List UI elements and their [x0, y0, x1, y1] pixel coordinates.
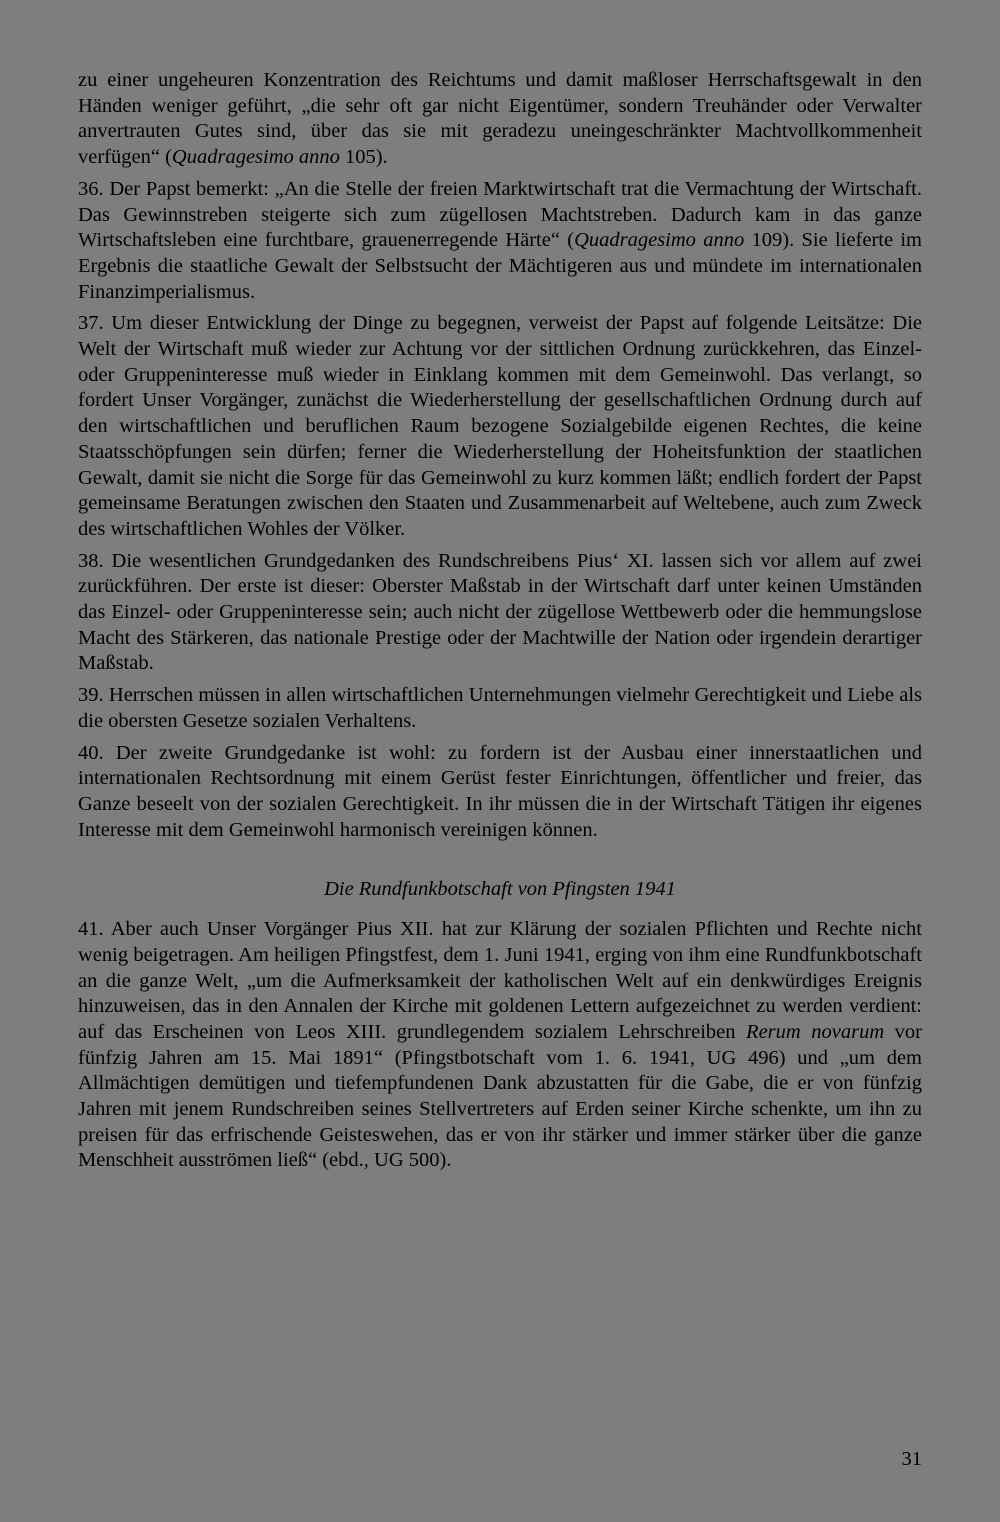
- citation-title: Rerum novarum: [746, 1020, 885, 1043]
- paragraph-40: 40. Der zweite Grundgedanke ist wohl: zu fordern ist der Ausbau einer innerstaatlichen und internationalen Rechtsordnung mit einem Gerüst fester Einrichtungen, öffentlicher und freier, das Ganze beseelt von der sozialen Gerechtigkeit. In ihr müssen die in der Wirtschaft Tätigen ihr eigenes Interesse mit dem Gemeinwohl harmonisch vereinigen können.: [78, 741, 922, 841]
- paragraph-41: [78, 917, 922, 1174]
- citation-title: Quadragesimo anno: [171, 146, 340, 169]
- paragraph-text: 36. Der Papst bemerkt: „An die Stelle der freien Marktwirtschaft trat die Vermachtung der Wirtschaft. Das Gewinnstreben steigerte sich zum zügellosen Machtstreben. Dadurch kam in das ganze Wirtschaftsleben eine furchtbare, grauenerregende Härte“ (: [78, 177, 922, 252]
- paragraph-36: [78, 177, 922, 306]
- page-number: 31: [901, 1448, 922, 1470]
- paragraph-37: 37. Um dieser Entwicklung der Dinge zu begegnen, verweist der Papst auf folgende Leitsätze: Die Welt der Wirtschaft muß wieder zur Achtung vor der sittlichen Ordnung zurückkehren, das Einzel- oder Gruppeninteresse muß wieder in Einklang kommen mit dem Gemeinwohl. Das verlangt, so fordert Unser Vorgänger, zunächst die Wiederherstellung der gesellschaftlichen Ordnung durch auf den wirtschaftlichen und beruflichen Raum bezogene Sozialgebilde eigenen Rechtes, die keine Staatsschöpfungen sein dürfen; ferner die Wiederherstellung der Hoheitsfunktion der staatlichen Gewalt, damit sie nicht die Sorge für das Gemeinwohl zu kurz kommen läßt; endlich fordert der Papst gemeinsame Beratungen zwischen den Staaten und Zusammenarbeit auf Weltebene, auch zum Zweck des wirtschaftlichen Wohles der Völker.: [78, 312, 922, 540]
- paragraph-text: vor fünfzig Jahren am 15. Mai 1891“ (Pfingstbotschaft vom 1. 6. 1941, UG 496) und „um dem Allmächtigen demütigen und tiefempfundenen Dank abzustatten für die Gabe, die er von fünfzig Jahren mit jenem Rundschreiben seines Stellvertreters auf Erden seiner Kirche schenkte, um ihn zu preisen für das erfrischende Geisteswehen, das er von ihr stärker und immer stärker über die ganze Menschheit ausströmen ließ“ (ebd., UG 500).: [78, 1020, 922, 1172]
- citation-title: Quadragesimo anno: [574, 229, 745, 252]
- section-heading: Die Rundfunkbotschaft von Pfingsten 1941: [324, 878, 676, 901]
- paragraph-text: zu einer ungeheuren Konzentration des Reichtums und damit maßloser Herrschaftsgewalt in den Händen weniger geführt, „die sehr oft gar nicht Eigentümer, sondern Treuhänder oder Verwalter anvertrauten Gutes sind, über das sie mit geradezu uneingeschränkter Machtvollkommenheit verfügen“ (: [78, 69, 922, 169]
- page-body: [78, 68, 922, 1180]
- paragraph-text: 109). Sie lieferte im Ergebnis die staatliche Gewalt der Selbstsucht der Mächtigeren aus und mündete im internationalen Finanzimperialismus.: [78, 229, 922, 303]
- paragraph-text: 41. Aber auch Unser Vorgänger Pius XII. hat zur Klärung der sozialen Pflichten und Rechte nicht wenig beigetragen. Am heiligen Pfingstfest, dem 1. Juni 1941, erging von ihm eine Rundfunkbotschaft an die ganze Welt, „um die Aufmerksamkeit der katholischen Welt auf ein denkwürdiges Ereignis hinzuweisen, das in den Annalen der Kirche mit goldenen Lettern aufgezeichnet zu werden verdient: auf das Erscheinen von Leos XIII. grundlegendem sozialem Lehrschreiben: [78, 918, 922, 1043]
- paragraph-continuation: [78, 68, 922, 171]
- paragraph-38: 38. Die wesentlichen Grundgedanken des Rundschreibens Pius‘ XI. lassen sich vor allem auf zwei zurückführen. Der erste ist dieser: Oberster Maßstab in der Wirtschaft darf unter keinen Umständen das Einzel- oder Gruppeninteresse sein; auch nicht der zügellose Wettbewerb oder die hemmungslose Macht des Stärkeren, das nationale Prestige oder der Machtwille der Nation oder irgendein derartiger Maßstab.: [78, 549, 922, 675]
- paragraph-text: 105).: [339, 146, 388, 169]
- paragraph-39: 39. Herrschen müssen in allen wirtschaftlichen Unternehmungen vielmehr Gerechtigkeit und Liebe als die obersten Gesetze sozialen Verhaltens.: [78, 684, 922, 732]
